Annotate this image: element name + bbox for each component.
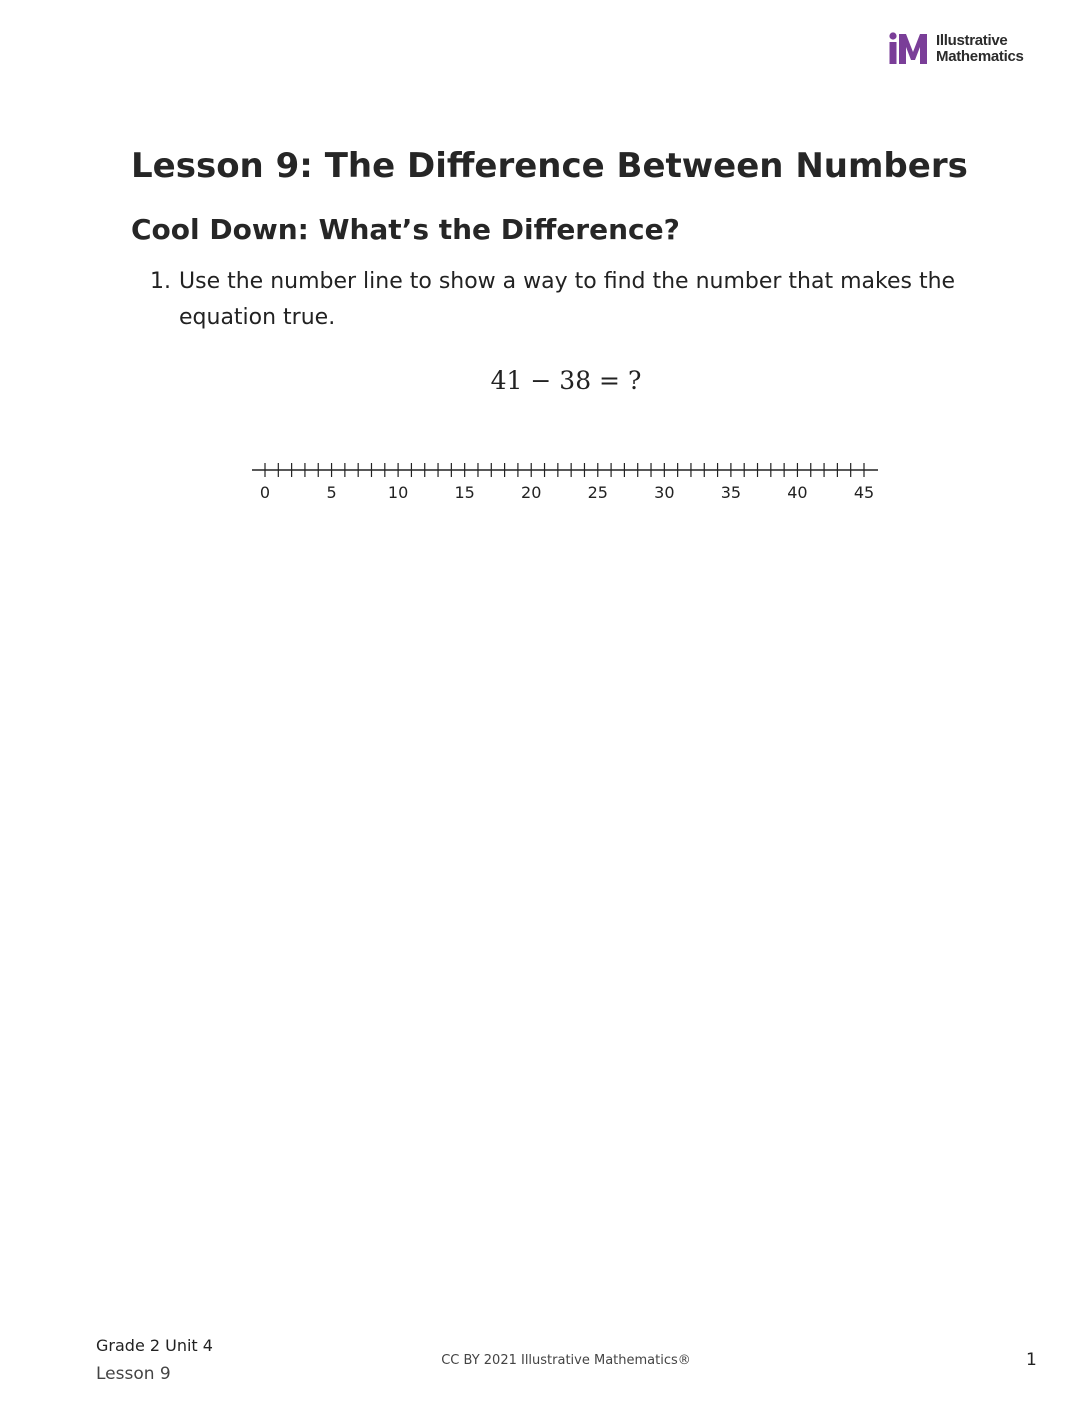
number-line-labels [260,483,874,502]
footer-lesson: Lesson 9 [96,1364,171,1384]
page-number: 1 [1026,1350,1037,1370]
lesson-title: Lesson 9: The Difference Between Numbers [131,146,968,186]
number-line [240,450,890,510]
problem-text: Use the number line to show a way to find the number that makes the equation true. [179,269,956,330]
number-line-label: 35 [720,483,742,502]
problem-item [150,264,1010,336]
footer-license: CC BY 2021 Illustrative Mathematics® [441,1353,691,1368]
brand-name [936,33,1024,65]
number-line-label: 0 [259,483,271,502]
number-line-label: 25 [587,483,608,502]
number-line-label: 30 [654,483,675,502]
number-line-label: 10 [387,483,409,502]
equation: 41 − 38 = ? [490,366,642,395]
section-title: Cool Down: What’s the Difference? [131,213,680,246]
number-line-label: 5 [326,483,337,502]
brand-name-line2: Mathematics [936,48,1024,65]
number-line-label: 40 [787,483,808,502]
number-line-label: 15 [454,483,475,502]
number-line-label: 20 [521,483,542,502]
brand-logo [888,32,1048,66]
brand-name-line1: Illustrative [936,32,1008,49]
footer-grade-unit: Grade 2 Unit 4 [96,1336,213,1355]
problem-number: 1. [150,269,171,294]
number-line-label: 45 [853,483,875,502]
iM-logo-icon [888,32,930,66]
